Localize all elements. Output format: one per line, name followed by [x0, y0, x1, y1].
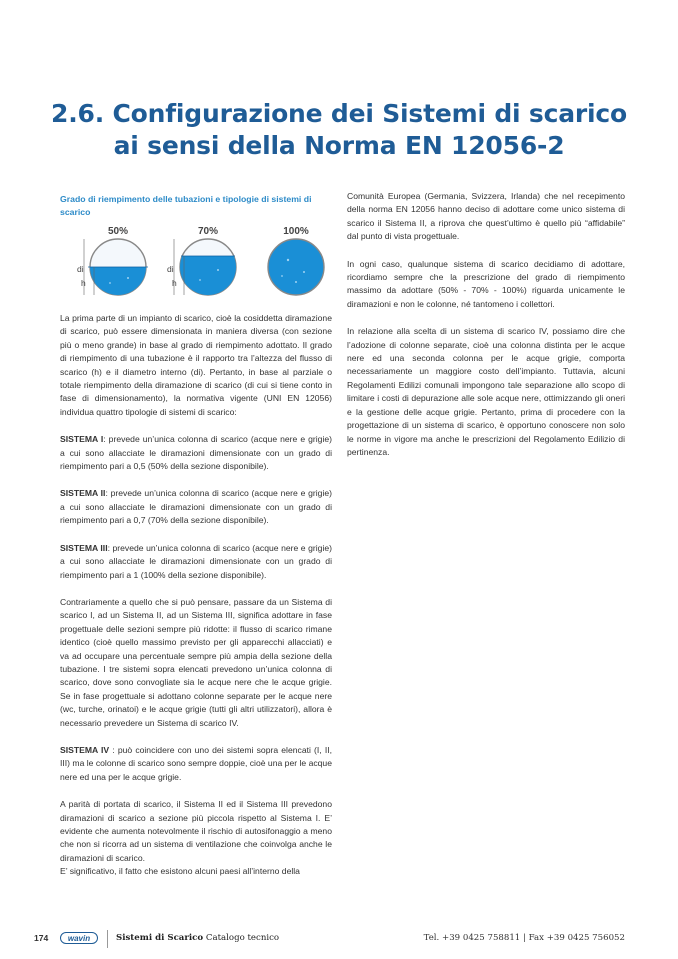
label-h-1: h: [81, 278, 86, 288]
right-paragraph-3: In relazione alla scelta di un sistema di scarico IV, possiamo dire che l’adozione di colonne separate, cioè una colonna distinta per le acque nere ed una seconda colonna per le acque grigie, comporta necessariamente un maggiore costo dell’impianto. Tuttavia, alcuni Regolamenti Edilizi comunali impongono tale separazione allo scopo di limitare i costi di depurazione alle sole acque nere, ottimizzando gli oneri e la gestione delle acque grigie. Pertanto, prima di procedere con la progettazione di un sistema di scarico, è opportuno conoscere non solo le norme in vigore ma anche le prescrizioni del Regolamento Edilizio di pertinenza.: [347, 326, 625, 457]
intro-paragraph: La prima parte di un impianto di scarico, cioè la cosiddetta diramazione di scarico, può essere dimensionata in maniera diversa (con sezione più o meno grande) in base al grado di riempimento adottato. Il grado di riempimento di una tubazione è il rapporto tra l’altezza del flusso di scarico (h) e il diametro interno (di). Pertanto, in base al parziale o totale riempimento della diramazione di scarico (di cui si tiene conto in fase di dimensionamento), la normativa vigente (UNI EN 12056) individua quattro tipologie di sistemi di scarico:: [60, 313, 332, 417]
fill-degree-diagram: [60, 220, 335, 300]
system-2-paragraph: [60, 487, 332, 527]
contrast-paragraph: Contrariamente a quello che si può pensare, passare da un Sistema di scarico I, ad un Sistema II, ad un Sistema III, significa adottare in fase progettuale delle sezioni sempre più ridotte: il flusso di scarico rimane identico (cioè quello massimo previsto per gli apparecchi allacciati) e va ad occupare una percentuale sempre più ampia della sezione della tubazione. I tre sistemi sopra elencati prevedono un’unica colonna di scarico, dove sono convogliate sia le acque nere che le acque grigie. Se in fase progettuale si adottano colonne separate per le acque nere (wc, turche, orinatoi) e le acque grigie (tutti gli altri utilizzatori), allora è necessario prevedere un Sistema di scarico IV.: [60, 596, 332, 728]
right-column: [347, 190, 625, 473]
pipe-50-percent: [77, 226, 148, 299]
parity-paragraph: A parità di portata di scarico, il Sistema II ed il Sistema III prevedono diramazioni di scarico a sezione più piccola rispetto al Sistema I. E’ evidente che aumenta notevolmente il rischio di autosifonaggio a meno che non si ricorra ad un sistema di ventilazione che coinvolga anche le diramazioni di scarico.: [60, 799, 332, 863]
title-line-2: ai sensi della Norma EN 12056-2: [113, 131, 565, 160]
system-3-label: SISTEMA III: [60, 542, 108, 553]
page-title: [0, 98, 678, 162]
catalog-name: [116, 933, 279, 943]
wavin-logo: wavin: [60, 932, 98, 944]
catalog-name-rest: Catalogo tecnico: [203, 933, 280, 943]
label-50-percent: 50%: [107, 226, 129, 237]
system-3-paragraph: [60, 542, 332, 582]
system-4-text: : può coincidere con uno dei sistemi sopra elencati (I, II, III) ma le colonne di scarico sono sempre doppie, cioè una per le acque nere ed una per le acque grigie.: [60, 744, 332, 782]
contact-numbers: Tel. +39 0425 758811 | Fax +39 0425 756052: [423, 933, 625, 943]
pipe-70-percent: [167, 226, 238, 299]
page-number: 174: [34, 933, 49, 943]
label-100-percent: 100%: [283, 226, 309, 237]
label-di-1: di: [77, 264, 84, 274]
page-footer: [0, 930, 678, 948]
system-3-text: : prevede un’unica colonna di scarico (acque nere e grigie) a cui sono allacciate le diramazioni dimensionate con un grado di riempimento pari a 1 (100% della sezione disponibile).: [60, 542, 332, 580]
system-1-text: : prevede un’unica colonna di scarico (acque nere e grigie) a cui sono allacciate le diramazioni dimensionate con un grado di riempimento pari a 0,5 (50% della sezione disponibile).: [60, 434, 332, 472]
left-column: [60, 312, 332, 893]
label-h-2: h: [172, 278, 177, 288]
system-2-label: SISTEMA II: [60, 488, 106, 499]
significant-paragraph: E’ significativo, il fatto che esistono alcuni paesi all’interno della: [60, 866, 300, 877]
system-4-label: SISTEMA IV: [60, 744, 110, 755]
title-line-1: 2.6. Configurazione dei Sistemi di scarico: [51, 99, 627, 128]
system-2-text: : prevede un’unica colonna di scarico (acque nere e grigie) a cui sono allacciate le diramazioni dimensionate con un grado di riempimento pari a 0,7 (70% della sezione disponibile).: [60, 488, 333, 526]
label-70-percent: 70%: [197, 226, 219, 237]
system-4-paragraph: [60, 744, 332, 784]
system-1-paragraph: [60, 433, 332, 473]
figure-heading: Grado di riempimento delle tubazioni e tipologie di sistemi di scarico: [60, 194, 312, 217]
system-1-label: SISTEMA I: [60, 434, 104, 445]
right-paragraph-2: In ogni caso, qualunque sistema di scarico decidiamo di adottare, ricordiamo sempre che la prescrizione del grado di riempimento massimo da adottare (50% - 70% - 100%) riguarda unicamente le diramazioni e non le colonne, né tantomeno i collettori.: [347, 258, 625, 309]
right-paragraph-1: Comunità Europea (Germania, Svizzera, Irlanda) che nel recepimento della norma EN 12056 hanno deciso di adottare come unico sistema di scarico il Sistema II, a riprova che quest’ultimo è quello più “affidabile” dal punto di vista progettuale.: [347, 191, 625, 242]
catalog-name-bold: Sistemi di Scarico: [116, 933, 204, 943]
footer-divider: [107, 930, 108, 948]
label-di-2: di: [167, 264, 174, 274]
